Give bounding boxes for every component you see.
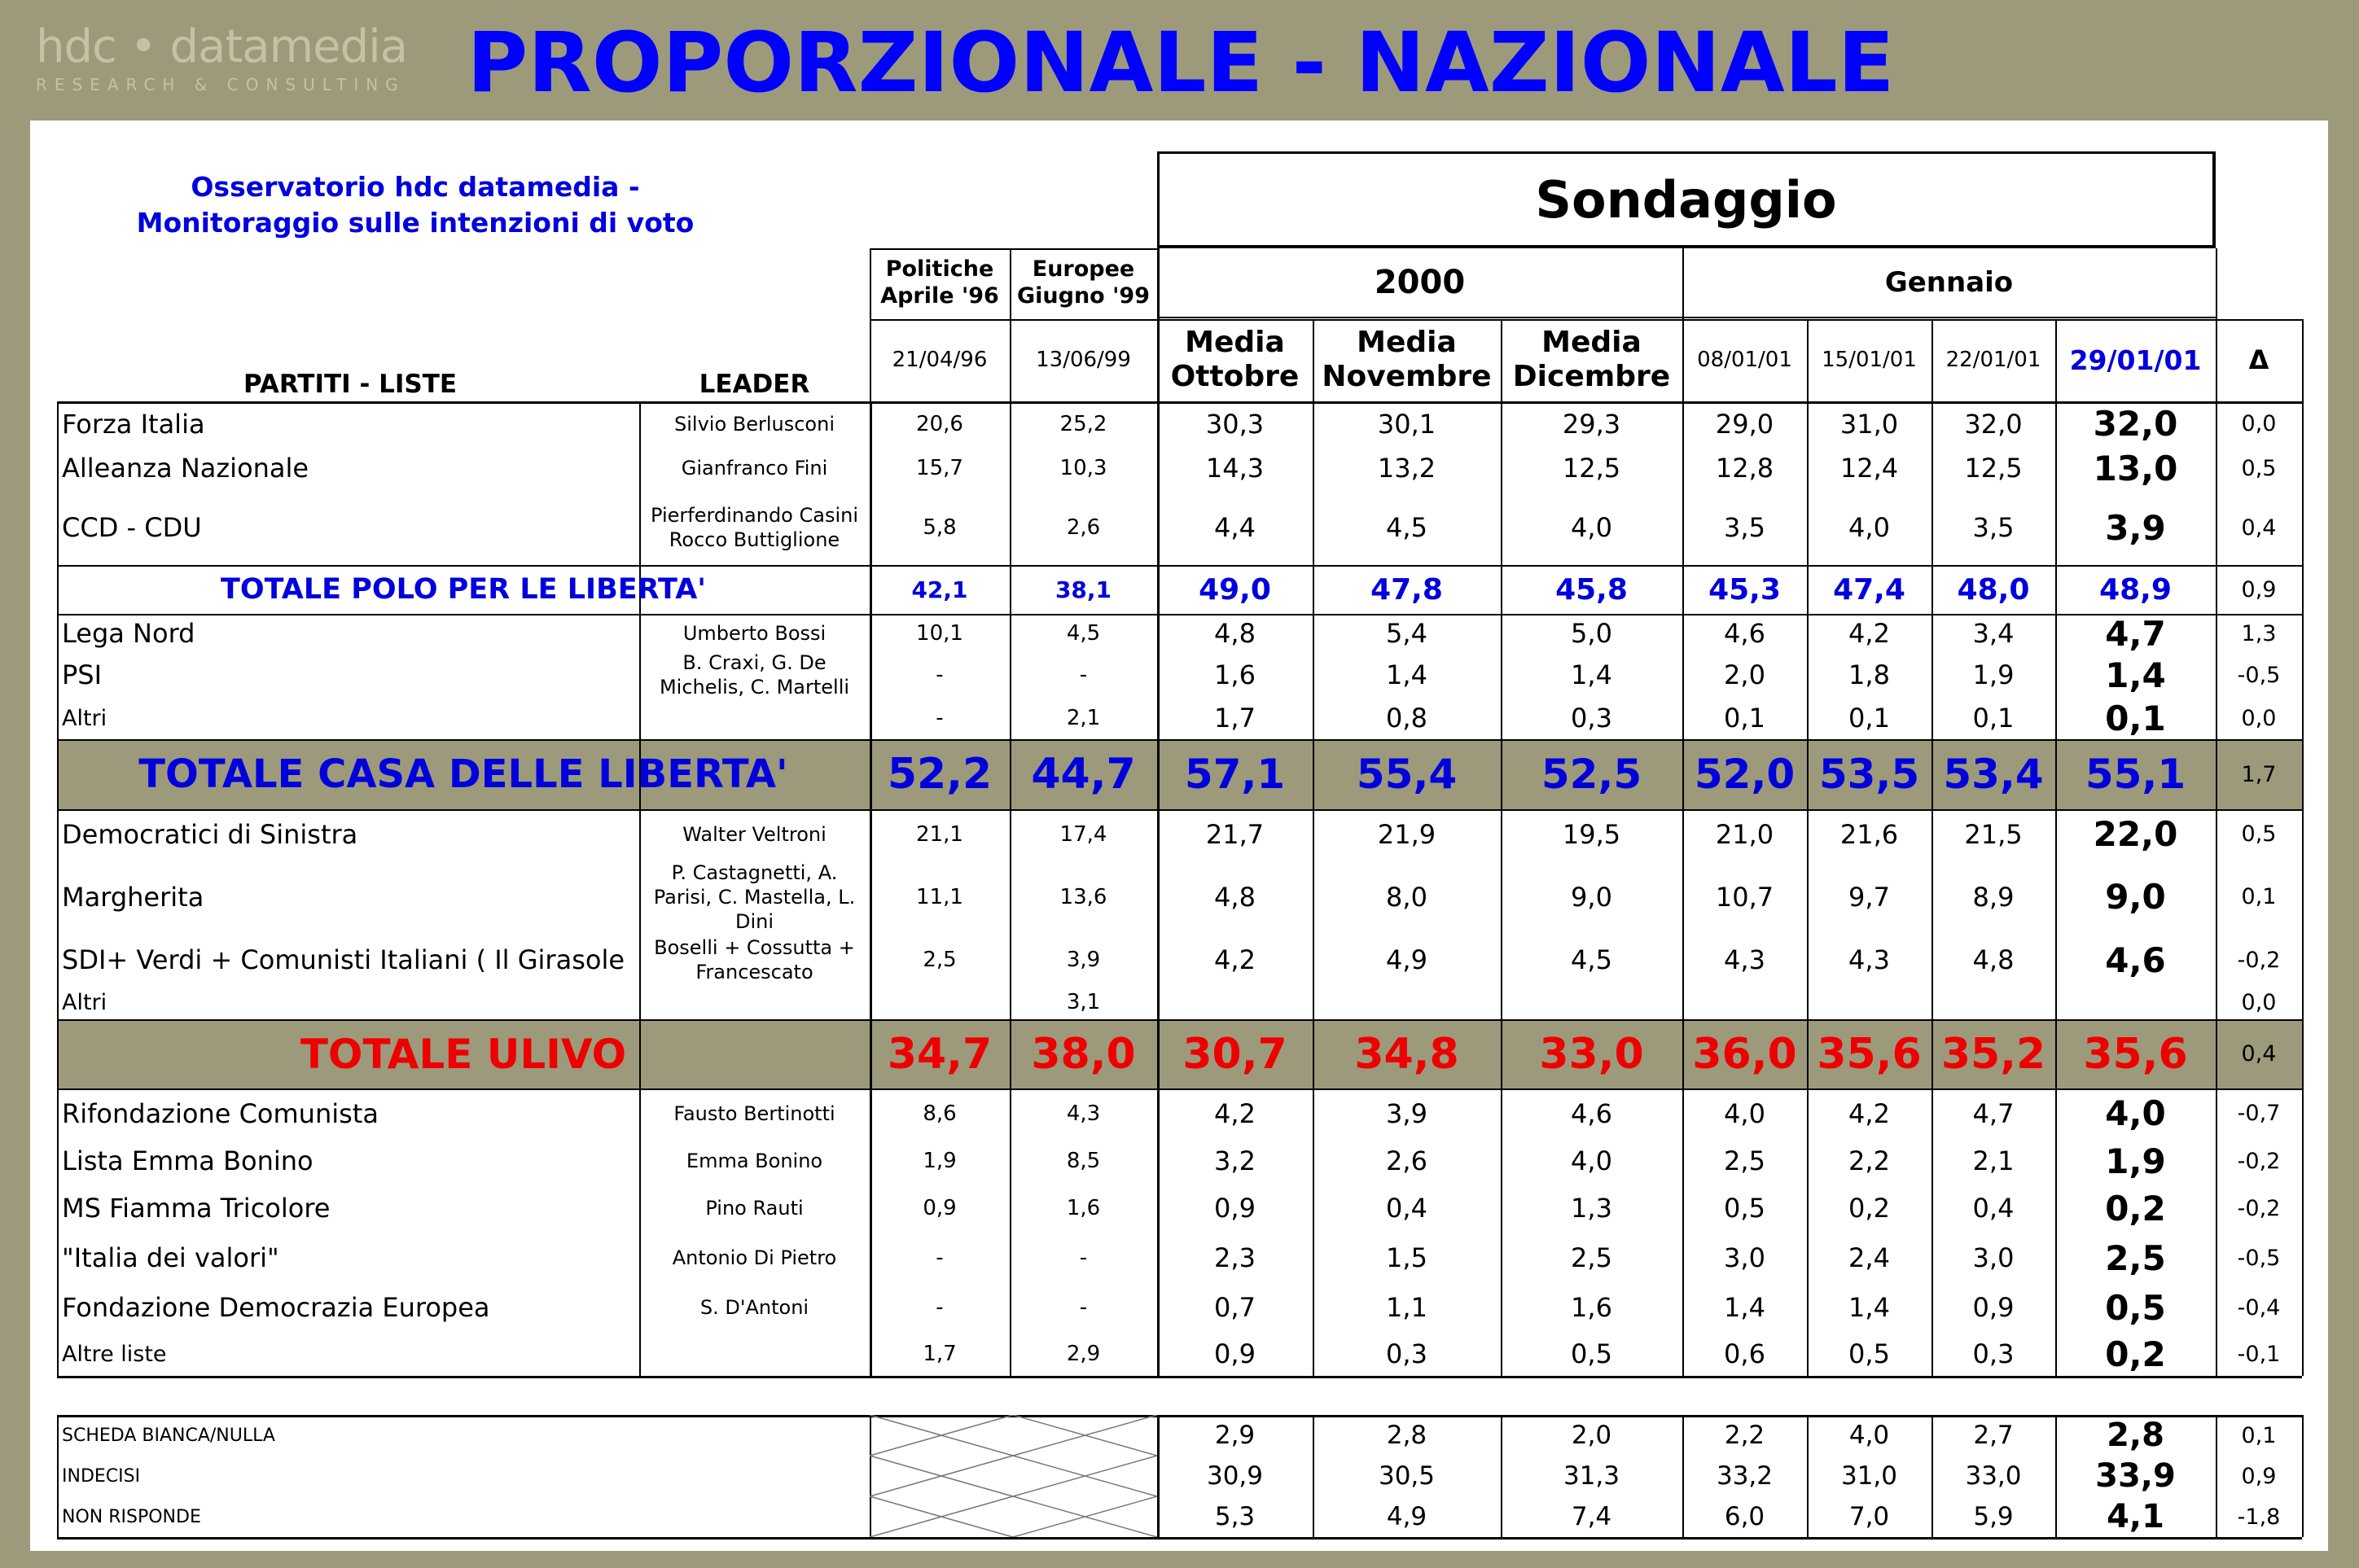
leader-name: S. D'Antoni	[699, 1296, 809, 1319]
logo-tagline: RESEARCH & CONSULTING	[36, 75, 406, 94]
cell-value: 1,1	[1386, 1292, 1427, 1323]
total-cell-value: 38,1	[1055, 576, 1112, 603]
header-year-2000: 2000	[1374, 264, 1466, 301]
total-row-label: TOTALE CASA DELLE LIBERTA'	[138, 751, 788, 797]
cell-value: 10,1	[916, 621, 963, 646]
cell-value: 2,1	[1972, 1145, 2015, 1176]
cell-value: -0,7	[2237, 1101, 2281, 1126]
cell-value: -	[936, 663, 944, 687]
sondaggio-header: Sondaggio	[1157, 151, 2216, 248]
total-cell-value: 0,9	[2241, 576, 2277, 602]
cell-value: 9,0	[1571, 881, 1612, 913]
total-cell-value: 35,6	[2083, 1029, 2188, 1079]
cell-value: 19,5	[1562, 818, 1621, 850]
cell-value: 4,3	[1066, 1101, 1101, 1126]
cell-value: 4,8	[1972, 944, 2015, 975]
cell-value: 4,5	[1571, 944, 1612, 975]
cell-value: 3,4	[1972, 618, 2015, 649]
cell-value	[1501, 985, 1682, 1019]
cell-value: 1,9	[923, 1149, 957, 1173]
cell-value: 2,2	[1848, 1145, 1890, 1176]
cell-value: 0,5	[1724, 1193, 1765, 1224]
cell-value: 0,2	[2105, 1334, 2166, 1374]
cell-value: -0,5	[2237, 1245, 2281, 1271]
summary-cell-value: 4,1	[2107, 1498, 2164, 1535]
cell-value	[1157, 985, 1313, 1019]
total-cell-value: 57,1	[1184, 751, 1286, 798]
leader-name: Emma Bonino	[686, 1150, 823, 1172]
cell-value: 4,0	[1571, 1145, 1612, 1176]
total-cell-value: 52,0	[1694, 751, 1796, 798]
cell-value: 4,8	[1214, 881, 1256, 913]
rule	[870, 248, 871, 401]
cell-value: 4,6	[1724, 618, 1765, 649]
party-name: SDI+ Verdi + Comunisti Italiani ( Il Girasole	[62, 944, 625, 975]
cell-value: 2,5	[923, 948, 957, 972]
cell-value: 0,6	[1724, 1338, 1765, 1369]
cell-value: 15,7	[916, 456, 963, 480]
header-europee: Europee Giugno '99	[1017, 256, 1150, 309]
cell-value: 1,9	[2105, 1141, 2166, 1181]
party-name: Rifondazione Comunista	[62, 1097, 379, 1129]
header-leader: LEADER	[699, 370, 810, 399]
cell-value: 8,5	[1066, 1149, 1101, 1173]
cell-value: 1,4	[1724, 1292, 1765, 1323]
cell-value: 1,6	[1571, 1292, 1612, 1323]
cell-value: 0,5	[1571, 1338, 1612, 1369]
cell-value: 2,5	[1724, 1145, 1765, 1176]
cell-value: 0,9	[1214, 1193, 1256, 1224]
observatory-line2: Monitoraggio sulle intenzioni di voto	[136, 207, 695, 239]
cell-value	[2055, 985, 2216, 1019]
cell-value: 12,5	[1562, 453, 1621, 484]
rule	[2302, 401, 2304, 1376]
cell-value: 3,9	[1386, 1097, 1427, 1129]
cell-value: 13,6	[1059, 884, 1107, 909]
summary-row-label: SCHEDA BIANCA/NULLA	[62, 1425, 275, 1446]
cell-value: 11,1	[916, 884, 963, 909]
cell-value: 2,5	[1571, 1242, 1612, 1273]
cell-value: 0,7	[1214, 1292, 1256, 1323]
cell-value: 0,4	[2241, 515, 2277, 541]
cell-value: 0,5	[2105, 1287, 2166, 1328]
header-date-europee: 13/06/99	[1036, 348, 1131, 372]
header-date-4: 29/01/01	[2069, 344, 2202, 376]
cell-value: 5,8	[923, 515, 957, 540]
rule	[2302, 1415, 2304, 1537]
cell-value: 2,6	[1386, 1145, 1427, 1176]
cell-value: 4,2	[1214, 1097, 1256, 1129]
cell-value: 4,2	[1214, 944, 1256, 975]
summary-cell-value: 30,9	[1206, 1461, 1264, 1491]
total-cell-value: 48,0	[1957, 572, 2030, 607]
cell-value: 1,6	[1066, 1196, 1101, 1220]
header-politiche: Politiche Aprile '96	[880, 256, 999, 309]
rule	[1157, 151, 1160, 401]
header-month-gennaio: Gennaio	[1884, 266, 2014, 299]
cell-value: 12,4	[1839, 453, 1899, 484]
cell-value: 1,7	[923, 1342, 957, 1366]
cell-value	[1682, 985, 1807, 1019]
summary-row-label: NON RISPONDE	[62, 1506, 201, 1527]
total-cell-value: 34,8	[1354, 1029, 1459, 1079]
observatory-line1: Osservatorio hdc datamedia -	[191, 171, 640, 203]
cell-value: 1,9	[1972, 659, 2015, 690]
summary-cell-value: 6,0	[1724, 1502, 1765, 1531]
cell-value: 0,9	[923, 1196, 957, 1220]
party-name: Altri	[62, 705, 107, 731]
leader-name: Pierferdinando Casini Rocco Buttiglione	[651, 504, 858, 551]
cell-value: 0,1	[2241, 884, 2277, 909]
party-name: Lista Emma Bonino	[62, 1145, 314, 1176]
observatory-caption	[65, 168, 765, 243]
header-date-3: 22/01/01	[1945, 348, 2041, 372]
cell-value: 0,2	[1848, 1193, 1890, 1224]
cell-value: 0,9	[1972, 1292, 2015, 1323]
header-media-ottobre: Media Ottobre	[1170, 326, 1300, 393]
table-bottom-rule	[57, 1376, 2302, 1378]
cell-value: 1,8	[1848, 659, 1890, 690]
poll-panel	[30, 120, 2328, 1551]
total-cell-value: 52,2	[887, 750, 993, 799]
party-name: Alleanza Nazionale	[62, 453, 309, 484]
cell-value: 3,0	[1972, 1242, 2015, 1273]
cell-value: 32,0	[1964, 408, 2023, 440]
cell-value: 4,0	[1724, 1097, 1765, 1129]
rule	[870, 319, 2302, 321]
cell-value: 30,3	[1205, 408, 1265, 440]
cell-value: 21,9	[1377, 818, 1436, 850]
cell-value: 0,0	[2241, 705, 2277, 731]
cell-value: 4,6	[1571, 1097, 1612, 1129]
leader-name: Umberto Bossi	[682, 622, 827, 645]
total-cell-value: 1,7	[2241, 761, 2277, 787]
total-cell-value: 44,7	[1031, 750, 1136, 799]
cell-value: -0,2	[2237, 1195, 2281, 1221]
cell-value: 5,0	[1571, 618, 1612, 649]
cell-value: -	[936, 1295, 944, 1320]
leader-name: B. Craxi, G. De Michelis, C. Martelli	[659, 653, 850, 697]
cell-value: 3,1	[1066, 990, 1101, 1014]
cell-value: 2,6	[1066, 515, 1101, 540]
cell-value: 29,3	[1562, 408, 1621, 440]
cell-value: 0,5	[2241, 455, 2277, 481]
cell-value: 29,0	[1715, 408, 1774, 440]
cell-value: 14,3	[1205, 453, 1265, 484]
cell-value: 3,9	[2105, 507, 2166, 548]
summary-row-label: INDECISI	[62, 1465, 141, 1487]
cell-value: 21,6	[1839, 818, 1899, 850]
total-cell-value: 53,4	[1943, 751, 2044, 798]
cell-value: 9,7	[1848, 881, 1890, 913]
bottom-bottom-rule	[57, 1537, 2302, 1540]
leader-name: Antonio Di Pietro	[672, 1246, 837, 1269]
cell-value: 3,0	[1724, 1242, 1765, 1273]
total-cell-value: 45,3	[1708, 572, 1781, 607]
cell-value: 1,5	[1386, 1242, 1427, 1273]
leader-name: Gianfranco Fini	[681, 457, 828, 480]
cell-value: -	[1079, 1295, 1088, 1320]
cell-value: 4,3	[1724, 944, 1765, 975]
cell-value: 1,4	[1386, 659, 1427, 690]
cell-value: 4,7	[1972, 1097, 2015, 1129]
total-row-label: TOTALE ULIVO	[300, 1030, 627, 1078]
cell-value	[1807, 985, 1931, 1019]
summary-cell-value: 30,5	[1378, 1461, 1436, 1491]
total-cell-value: 42,1	[911, 576, 968, 603]
cell-value: 0,5	[1848, 1338, 1890, 1369]
party-name: CCD - CDU	[62, 512, 202, 543]
summary-cell-value: 5,9	[1973, 1502, 2014, 1531]
cell-value: 0,1	[1724, 703, 1765, 734]
rule	[639, 401, 641, 1376]
cell-value: 4,0	[2105, 1093, 2166, 1133]
party-name: Forza Italia	[62, 408, 205, 440]
cell-value: 13,0	[2093, 448, 2178, 488]
cell-value	[1313, 985, 1501, 1019]
summary-cell-value: 2,8	[1386, 1421, 1427, 1450]
summary-cell-value: 7,4	[1571, 1502, 1612, 1531]
cell-value: 3,5	[1724, 512, 1765, 543]
summary-cell-value: 2,9	[1214, 1421, 1256, 1450]
leader-name: P. Castagnetti, A. Parisi, C. Mastella, L. Dini	[653, 861, 856, 933]
cell-value: 1,3	[1571, 1193, 1612, 1224]
cell-value: -0,1	[2237, 1341, 2281, 1367]
header-date-1: 08/01/01	[1697, 348, 1792, 372]
rule	[1931, 319, 1933, 401]
cell-value: 3,5	[1972, 512, 2015, 543]
summary-cell-value: 4,9	[1386, 1502, 1427, 1531]
total-cell-value: 55,4	[1356, 751, 1458, 798]
cell-value: 4,2	[1848, 618, 1890, 649]
cell-value: 0,2	[2105, 1188, 2166, 1229]
cell-value: 13,2	[1377, 453, 1436, 484]
rule	[2216, 248, 2217, 401]
cell-value: 0,3	[1386, 1338, 1427, 1369]
party-name: Altre liste	[62, 1341, 167, 1367]
cell-value: 0,4	[1972, 1193, 2015, 1224]
cell-value: 3,2	[1214, 1145, 1256, 1176]
cell-value: 30,1	[1377, 408, 1436, 440]
total-cell-value: 53,5	[1818, 751, 1920, 798]
header-media-novembre: Media Novembre	[1322, 326, 1492, 393]
cell-value: -	[936, 1246, 944, 1270]
summary-cell-value: 0,1	[2241, 1422, 2277, 1448]
cell-value: 2,1	[1066, 706, 1101, 730]
summary-cell-value: 5,3	[1214, 1502, 1256, 1531]
cell-value: 25,2	[1059, 411, 1107, 436]
cell-value: -	[936, 706, 944, 730]
total-cell-value: 0,4	[2241, 1041, 2277, 1067]
summary-cell-value: 33,0	[1965, 1461, 2022, 1491]
cell-value	[1931, 985, 2055, 1019]
cell-value: -	[1079, 663, 1088, 687]
crosshatch-pattern	[870, 1415, 1157, 1537]
rule	[870, 248, 1157, 250]
cell-value: 22,0	[2093, 814, 2178, 854]
total-cell-value: 36,0	[1692, 1029, 1797, 1079]
total-cell-value: 30,7	[1182, 1029, 1287, 1079]
header-date-2: 15/01/01	[1822, 348, 1917, 372]
rule	[1501, 319, 1502, 401]
rule	[1157, 317, 2216, 318]
header-date-politiche: 21/04/96	[892, 348, 988, 372]
rule	[2302, 319, 2304, 401]
cell-value: 4,8	[1214, 618, 1256, 649]
cell-value: 21,7	[1205, 818, 1265, 850]
total-row-label: TOTALE POLO PER LE LIBERTA'	[220, 573, 706, 606]
summary-cell-value: 2,2	[1724, 1421, 1765, 1450]
total-cell-value: 47,4	[1833, 572, 1905, 607]
cell-value: 9,0	[2105, 877, 2166, 917]
party-name: "Italia dei valori"	[62, 1242, 279, 1273]
rule	[2055, 319, 2057, 401]
cell-value: 1,4	[1571, 659, 1612, 690]
summary-cell-value: 2,8	[2107, 1417, 2164, 1454]
summary-cell-value: 33,9	[2095, 1457, 2176, 1495]
cell-value: 3,9	[1066, 948, 1101, 972]
summary-cell-value: 31,0	[1840, 1461, 1898, 1491]
cell-value: 2,5	[2105, 1237, 2166, 1278]
cell-value: 0,5	[2241, 821, 2277, 847]
logo-wordmark: hdc • datamedia	[36, 20, 408, 73]
cell-value: 0,9	[1214, 1338, 1256, 1369]
party-name: Fondazione Democrazia Europea	[62, 1292, 490, 1323]
party-name: Altri	[62, 989, 107, 1015]
total-cell-value: 38,0	[1031, 1029, 1136, 1079]
party-name: Lega Nord	[62, 618, 195, 649]
cell-value: 0,3	[1571, 703, 1612, 734]
party-name: MS Fiamma Tricolore	[62, 1193, 331, 1224]
cell-value: 4,9	[1386, 944, 1427, 975]
total-cell-value: 47,8	[1370, 572, 1443, 607]
cell-value: 1,4	[2105, 655, 2166, 695]
cell-value: 20,6	[916, 411, 963, 436]
cell-value: 4,2	[1848, 1097, 1890, 1129]
cell-value: 0,8	[1386, 703, 1427, 734]
summary-cell-value: 31,3	[1563, 1461, 1620, 1491]
summary-cell-value: 4,0	[1848, 1421, 1890, 1450]
cell-value: 32,0	[2093, 404, 2178, 444]
cell-value: 5,4	[1386, 618, 1427, 649]
summary-cell-value: 33,2	[1716, 1461, 1774, 1491]
cell-value: 8,6	[923, 1101, 957, 1126]
summary-cell-value: 7,0	[1848, 1502, 1890, 1531]
cell-value: 4,5	[1386, 512, 1427, 543]
cell-value: 0,0	[2241, 989, 2277, 1015]
party-name: Margherita	[62, 881, 204, 913]
leader-name: Fausto Bertinotti	[673, 1102, 835, 1125]
total-cell-value: 34,7	[887, 1029, 993, 1079]
summary-cell-value: 2,0	[1571, 1421, 1612, 1450]
cell-value: 1,6	[1214, 659, 1256, 690]
summary-cell-value: 2,7	[1973, 1421, 2014, 1450]
leader-name: Boselli + Cossutta + Francescato	[654, 936, 855, 983]
cell-value: 21,0	[1715, 818, 1774, 850]
total-cell-value: 52,5	[1541, 751, 1642, 798]
cell-value: 4,5	[1066, 621, 1101, 646]
cell-value: 0,4	[1386, 1193, 1427, 1224]
cell-value: 31,0	[1839, 408, 1899, 440]
total-cell-value: 49,0	[1199, 572, 1271, 607]
cell-value: 2,4	[1848, 1242, 1890, 1273]
leader-name: Pino Rauti	[705, 1197, 804, 1220]
cell-value: 12,5	[1964, 453, 2023, 484]
cell-value: 4,0	[1571, 512, 1612, 543]
delta-header-icon: Δ	[2248, 344, 2269, 375]
cell-value: 17,4	[1059, 821, 1107, 847]
total-cell-value: 48,9	[2099, 572, 2172, 607]
cell-value: 0,1	[2105, 698, 2166, 738]
summary-cell-value: 0,9	[2241, 1463, 2277, 1489]
page-title: PROPORZIONALE - NAZIONALE	[467, 15, 1895, 112]
total-cell-value: 35,6	[1817, 1029, 1922, 1079]
cell-value: 4,0	[1848, 512, 1890, 543]
cell-value: 0,1	[1972, 703, 2015, 734]
cell-value: 1,7	[1214, 703, 1256, 734]
header-media-dicembre: Media Dicembre	[1512, 326, 1671, 393]
logo	[36, 20, 408, 102]
cell-value: 4,6	[2105, 939, 2166, 980]
cell-value: 21,1	[916, 821, 963, 847]
cell-value: 21,5	[1964, 818, 2023, 850]
leader-name: Silvio Berlusconi	[674, 412, 835, 436]
cell-value: 10,3	[1059, 456, 1107, 480]
cell-value: -0,4	[2237, 1294, 2281, 1321]
cell-value: 12,8	[1715, 453, 1774, 484]
cell-value: 8,9	[1972, 881, 2015, 913]
total-cell-value: 55,1	[2085, 751, 2186, 798]
cell-value: 4,7	[2105, 614, 2166, 653]
header-partiti-liste: PARTITI - LISTE	[243, 370, 458, 399]
cell-value: -0,2	[2237, 947, 2281, 973]
rule	[1807, 319, 1809, 401]
cell-value	[870, 985, 1010, 1019]
cell-value: 0,0	[2241, 411, 2277, 436]
cell-value: -0,2	[2237, 1148, 2281, 1174]
cell-value: 2,3	[1214, 1242, 1256, 1273]
party-name: PSI	[62, 659, 103, 690]
rule	[1682, 248, 1684, 401]
rule	[1010, 248, 1011, 401]
cell-value: 1,4	[1848, 1292, 1890, 1323]
total-cell-value: 45,8	[1555, 572, 1628, 607]
cell-value: 8,0	[1386, 881, 1427, 913]
party-name: Democratici di Sinistra	[62, 818, 358, 850]
cell-value: -0,5	[2237, 662, 2281, 688]
cell-value: 2,0	[1724, 659, 1765, 690]
cell-value: 10,7	[1715, 881, 1774, 913]
cell-value: 4,3	[1848, 944, 1890, 975]
cell-value: -	[1079, 1246, 1088, 1270]
summary-cell-value: -1,8	[2237, 1504, 2281, 1530]
rule	[1313, 319, 1314, 401]
cell-value: 4,4	[1214, 512, 1256, 543]
cell-value: 0,3	[1972, 1338, 2015, 1369]
cell-value: 1,3	[2241, 620, 2277, 646]
total-cell-value: 35,2	[1940, 1029, 2046, 1079]
leader-name: Walter Veltroni	[682, 822, 827, 846]
cell-value: 0,1	[1848, 703, 1890, 734]
cell-value: 2,9	[1066, 1342, 1101, 1366]
total-cell-value: 33,0	[1539, 1029, 1644, 1079]
